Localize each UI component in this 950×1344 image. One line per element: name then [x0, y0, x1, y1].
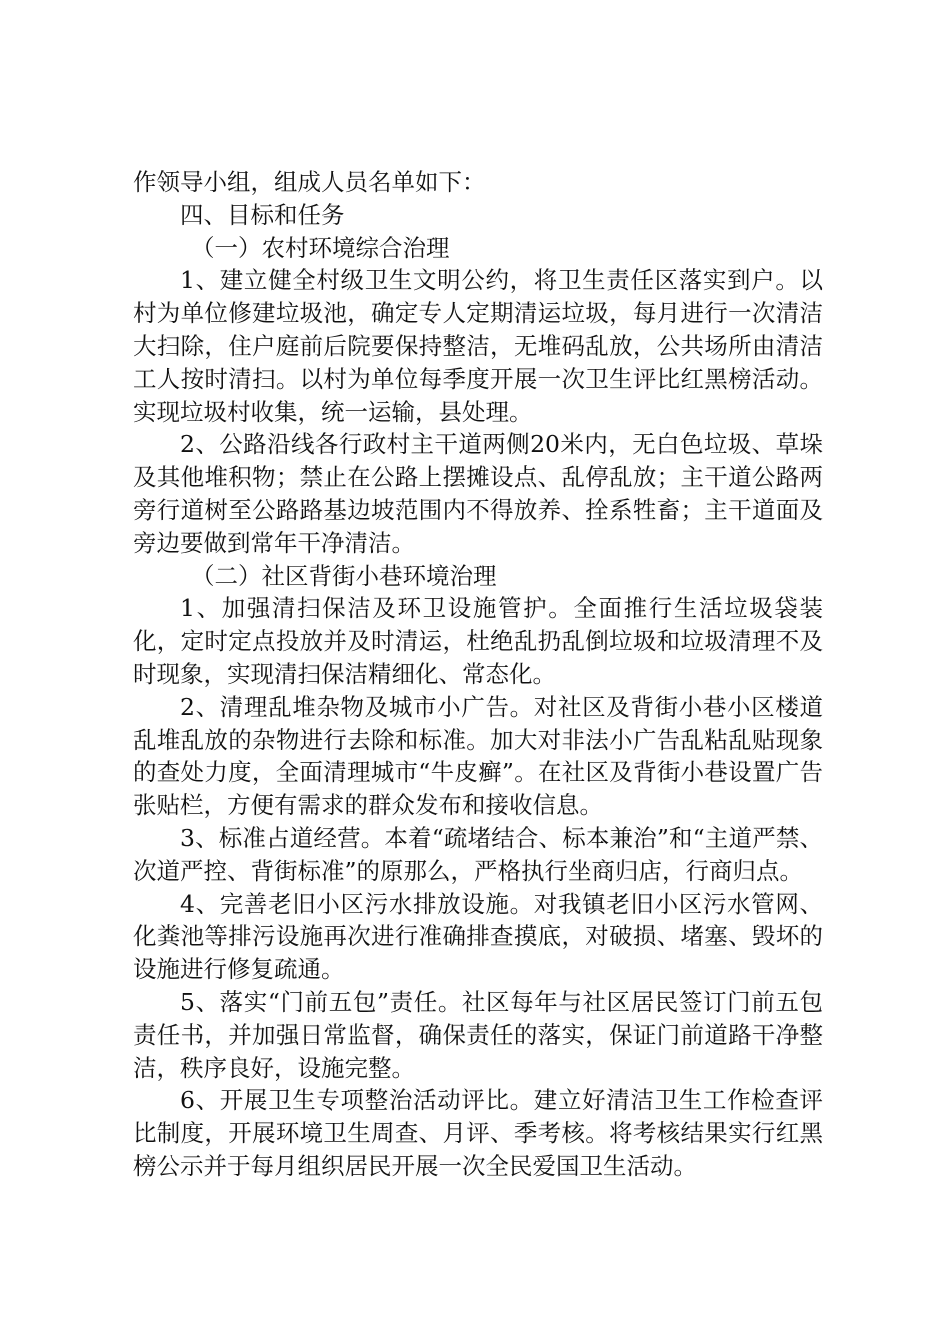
subsection-heading-rural: （一）农村环境综合治理 — [191, 233, 450, 262]
paragraph-community-item-3: 3、标准占道经营。本着“疏堵结合、标本兼治”和“主道严禁、次道严控、背街标准”的原那么，严格执行坐商归店，行商归点。 — [133, 823, 823, 885]
subsection-heading-community: （二）社区背街小巷环境治理 — [191, 561, 497, 590]
paragraph-community-item-4: 4、完善老旧小区污水排放设施。对我镇老旧小区污水管网、化粪池等排污设施再次进行准确排查摸底，对破损、堵塞、毁坏的设施进行修复疏通。 — [133, 889, 823, 984]
paragraph-community-item-2: 2、清理乱堆杂物及城市小广告。对社区及背街小巷小区楼道乱堆乱放的杂物进行去除和标准。加大对非法小广告乱粘乱贴现象的查处力度，全面清理城市“牛皮癣”。在社区及背街小巷设置广告张贴栏，方便有需求的群众发布和接收信息。 — [133, 692, 823, 820]
paragraph-community-item-6: 6、开展卫生专项整治活动评比。建立好清洁卫生工作检查评比制度，开展环境卫生周查、月评、季考核。将考核结果实行红黑榜公示并于每月组织居民开展一次全民爱国卫生活动。 — [133, 1086, 823, 1180]
paragraph-rural-item-2: 2、公路沿线各行政村主干道两侧20米内，无白色垃圾、草垛及其他堆积物；禁止在公路上摆摊设点、乱停乱放；主干道公路两旁行道树至公路路基边坡范围内不得放养、拴系牲畜；主干道面及旁边要做到常年干净清洁。 — [133, 430, 823, 557]
paragraph-community-item-1: 1、加强清扫保洁及环卫设施管护。全面推行生活垃圾袋装化，定时定点投放并及时清运，杜绝乱扔乱倒垃圾和垃圾清理不及时现象，实现清扫保洁精细化、常态化。 — [133, 594, 823, 688]
paragraph-rural-item-1: 1、建立健全村级卫生文明公约，将卫生责任区落实到户。以村为单位修建垃圾池，确定专人定期清运垃圾，每月进行一次清洁大扫除，住户庭前后院要保持整洁，无堆码乱放，公共场所由清洁工人按时清扫。以村为单位每季度开展一次卫生评比红黑榜活动。实现垃圾村收集，统一运输，县处理。 — [133, 266, 823, 426]
document-body — [133, 166, 823, 1183]
paragraph-community-item-5: 5、落实“门前五包”责任。社区每年与社区居民签订门前五包责任书，并加强日常监督，确保责任的落实，保证门前道路干净整洁，秩序良好，设施完整。 — [133, 987, 823, 1082]
paragraph-intro: 作领导小组，组成人员名单如下： — [133, 168, 486, 196]
section-heading-goals: 四、目标和任务 — [180, 200, 345, 229]
